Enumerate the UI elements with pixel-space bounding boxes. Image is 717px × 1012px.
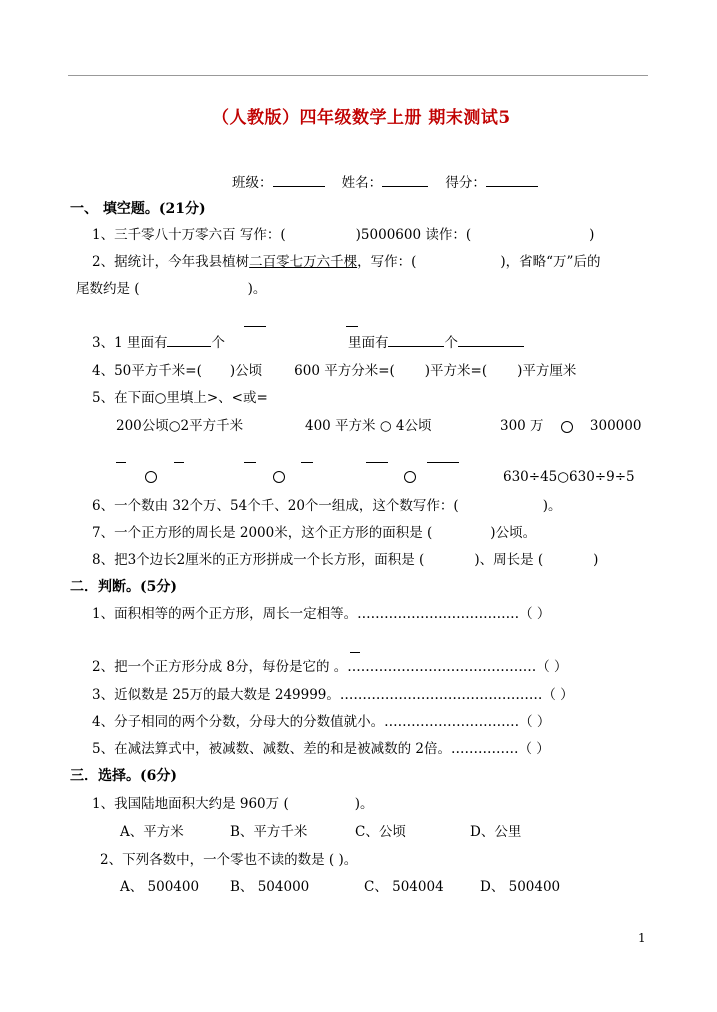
fraction-bar [427,462,459,463]
judge-item: 3、近似数是 25万的最大数是 249999。………………………………………（ ） [92,687,574,703]
section1-heading: 一、 填空题。(21分) [70,201,206,217]
q1-3-text-a: 3、1 里面有 [92,335,168,351]
q1-3-blank-1[interactable] [167,334,211,347]
choice-q1-end: )。 [354,796,374,812]
q1-5-c-right: 300000 [589,418,642,434]
q1-5: 5、在下面○里填上>、<或= [92,390,268,406]
judge-item: 1、面积相等的两个正方形，周长一定相等。………………………………（ ） [92,606,551,622]
q1-4 [92,363,576,379]
compare-circle[interactable] [404,471,416,483]
q1-3-blank-3[interactable] [458,334,524,347]
q1-5-e: 630÷45○630÷9÷5 [503,469,635,485]
q1-6-text-b: )。 [542,498,562,514]
choice-q2: 2、下列各数中，一个零也不读的数是 ( )。 [100,852,358,868]
q1-4-text-c: 600 平方分米=( [294,363,395,379]
compare-circle[interactable] [273,471,285,483]
q1-1 [92,227,594,243]
q1-3-blank-2[interactable] [388,334,444,347]
q1-8 [92,552,598,568]
q1-3-text-c: 里面有 [347,335,389,351]
q1-7 [92,525,536,541]
q1-1-text-a: 1、三千零八十万零六百 写作：( [92,227,286,243]
choice-option[interactable]: C、公顷 [355,824,406,840]
q1-4-text-a: 4、50平方千米=( [92,363,202,379]
q1-2-cont [76,281,266,297]
fraction-bar [366,462,388,463]
q1-5-a: 200公顷○2平方千米 [116,418,244,434]
q1-4-text-e: )平方厘米 [517,363,577,379]
q1-7-text-a: 7、一个正方形的周长是 2000米，这个正方形的面积是 ( [92,525,433,541]
score-blank[interactable] [486,174,538,187]
q1-2-underlined: 二百零七万六千棵 [249,254,358,270]
choice-option[interactable]: D、公里 [470,824,522,840]
choice-option[interactable]: B、 504000 [230,879,310,895]
choice-q1 [92,796,374,812]
q1-1-text-b: )5000600 读作：( [355,227,472,243]
q1-2-text-c: )，省略“万”后的 [500,254,601,270]
choice-option[interactable]: D、 500400 [480,879,561,895]
q1-5-c [500,418,641,434]
page-title: （人教版）四年级数学上册 期末测试5 [212,108,511,128]
compare-circle[interactable] [145,471,157,483]
q1-2-text-a: 2、据统计，今年我县植树 [92,254,250,270]
q1-3 [92,334,524,351]
class-blank[interactable] [273,174,325,187]
q1-2-text-e: )。 [247,281,267,297]
q1-5-c-left: 300 万 [500,418,544,434]
choice-option[interactable]: A、 500400 [120,879,200,895]
judge-item: 4、分子相同的两个分数，分母大的分数值就小。…………………………（ ） [92,714,551,730]
section3-heading: 三．选择。(6分) [70,768,177,784]
q1-3-text-d: 个 [444,335,458,351]
fraction-bar [301,462,313,463]
fraction-bar [350,652,360,653]
fraction-bar [244,462,256,463]
judge-item: 2、把一个正方形分成 8分，每份是它的 。……………………………………（ ） [92,659,568,675]
q1-6-text-a: 6、一个数由 32个万、54个千、20个一组成，这个数写作：( [92,498,459,514]
compare-circle[interactable] [561,421,573,433]
q1-8-text-a: 8、把3个边长2厘米的正方形拼成一个长方形，面积是 ( [92,552,425,568]
choice-option[interactable]: A、平方米 [120,824,184,840]
q1-2-text-b: ，写作：( [357,254,417,270]
q1-2 [92,254,600,270]
fraction-bar [346,326,358,327]
info-line [232,174,538,191]
section2-heading: 二．判断。(5分) [70,579,177,595]
q1-8-text-b: )、周长是 ( [474,552,544,568]
class-label: 班级： [232,175,273,191]
top-rule [68,75,648,76]
q1-2-text-d: 尾数约是 ( [76,281,140,297]
q1-4-text-b: )公顷 [229,363,263,379]
name-label: 姓名： [341,175,383,191]
q1-4-text-d: )平方米=( [424,363,488,379]
fraction-bar [116,462,126,463]
choice-option[interactable]: C、 504004 [364,879,444,895]
fraction-bar [174,462,184,463]
q1-3-text-b: 个 [211,335,225,351]
q1-6 [92,498,561,514]
judge-item: 5、在减法算式中，被减数、减数、差的和是被减数的 2倍。……………（ ） [92,741,550,757]
q1-7-text-b: )公顷。 [490,525,537,541]
score-label: 得分： [445,175,486,191]
page-number: 1 [638,931,646,945]
choice-option[interactable]: B、平方千米 [230,824,308,840]
choice-q1-text: 1、我国陆地面积大约是 960万 ( [92,796,289,812]
q1-8-text-c: ) [593,552,599,568]
name-blank[interactable] [382,174,428,187]
fraction-bar [244,326,266,327]
q1-1-text-c: ) [589,227,595,243]
q1-5-b: 400 平方米 ○ 4公顷 [305,418,432,434]
